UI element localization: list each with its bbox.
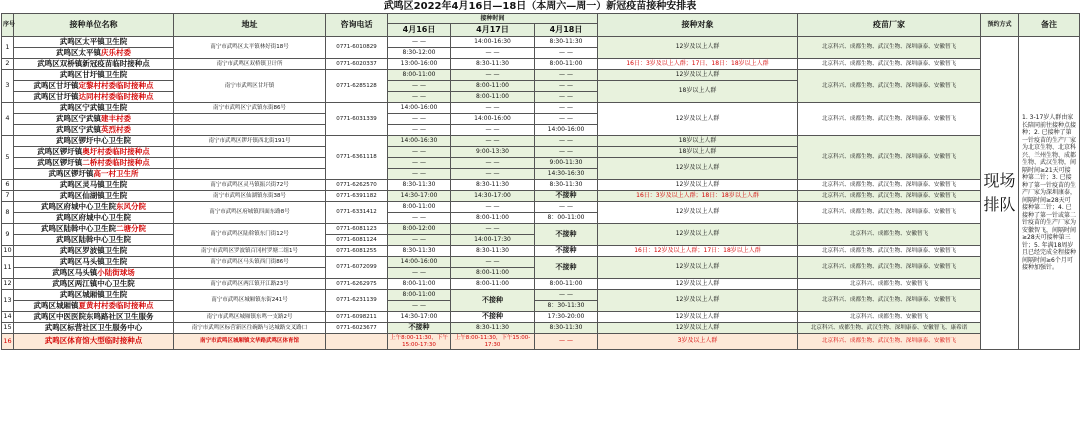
time-16: 不接种 xyxy=(388,323,451,334)
target: 18岁以上人群 xyxy=(598,147,798,158)
unit-name xyxy=(14,48,174,59)
target: 12岁及以上人群 xyxy=(598,312,798,323)
time-18: 8：00-11:00 xyxy=(535,213,598,224)
time-17: — — xyxy=(451,158,535,169)
vendor: 北京科兴、成都生物、武汉生物、深圳康泰、安徽智飞 xyxy=(798,136,981,180)
unit-name xyxy=(14,92,174,103)
unit-name xyxy=(14,147,174,158)
unit-town: 武鸣区锣圩镇 xyxy=(48,168,94,178)
unit-town: 武鸣区甘圩镇 xyxy=(33,91,79,101)
address-blank xyxy=(174,125,326,136)
unit-site: 建丰村委 xyxy=(101,113,131,123)
address: 南宁市武鸣区陆斡镇东门街12号 xyxy=(174,224,326,246)
address-blank xyxy=(174,147,326,158)
vendor: 北京科兴、成都生物、安徽智飞 xyxy=(798,279,981,290)
time-16: 8:00-11:00 xyxy=(388,70,451,81)
unit-site: 达同村村委临时接种点 xyxy=(78,91,154,101)
address: 南宁市武鸣区城厢镇东鸣一支路2号 xyxy=(174,312,326,323)
time-16: 8:30-11:30 xyxy=(388,246,451,257)
header-vendor: 疫苗厂家 xyxy=(798,14,981,37)
address: 南宁市武鸣区两江镇开江路23号 xyxy=(174,279,326,290)
time-17: 8:30-11:30 xyxy=(451,59,535,70)
time-16: — — xyxy=(388,114,451,125)
target: 12岁及以上人群 xyxy=(598,103,798,136)
phone: 0771-6020337 xyxy=(326,59,388,70)
unit-town: 武鸣区太平镇 xyxy=(56,47,101,57)
time-18: — — xyxy=(535,290,598,301)
time-16: 14:30-17:00 xyxy=(388,191,451,202)
address: 南宁市武鸣区标营新区往碗路与达城路交叉路口 xyxy=(174,323,326,334)
time-17: — — xyxy=(451,70,535,81)
time-18: 不接种 xyxy=(535,257,598,279)
address-blank xyxy=(174,158,326,169)
time-18: — — xyxy=(535,136,598,147)
time-18: 8：30-11:30 xyxy=(535,301,598,312)
time-17: 8:00-11:00 xyxy=(451,213,535,224)
vendor: 北京科兴、成都生物、武汉生物、深圳康泰、安徽智飞 xyxy=(798,103,981,136)
time-18: 8:00-11:00 xyxy=(535,59,598,70)
time-18: 14:30-16:30 xyxy=(535,169,598,180)
phone: 0771-6262570 xyxy=(326,180,388,191)
time-16: 13:00-16:00 xyxy=(388,59,451,70)
header-address: 地址 xyxy=(174,14,326,37)
target: 12岁及以上人群 xyxy=(598,37,798,59)
target: 16日：12岁及以上人群；17日：18岁以上人群 xyxy=(598,246,798,257)
phone: 0771-6361118 xyxy=(326,136,388,180)
time-17: 8:00-11:00 xyxy=(451,81,535,92)
time-17: — — xyxy=(451,48,535,59)
unit-name xyxy=(14,114,174,125)
time-17: 14:30-17:00 xyxy=(451,191,535,202)
row-seq: 8 xyxy=(2,202,14,224)
unit-name: 武鸣区府城中心卫生院 xyxy=(14,213,174,224)
phone: 0771-6010829 xyxy=(326,37,388,59)
time-16: — — xyxy=(388,169,451,180)
target: 3岁及以上人群 xyxy=(598,334,798,350)
row-seq: 1 xyxy=(2,37,14,59)
unit-town: 武鸣区宁武镇 xyxy=(56,113,101,123)
unit-name: 武鸣区锣圩中心卫生院 xyxy=(14,136,174,147)
unit-name: 武鸣区城厢镇卫生院 xyxy=(14,290,174,301)
time-17: 8:30-11:30 xyxy=(451,323,535,334)
time-17: 8:30-11:30 xyxy=(451,180,535,191)
address: 南宁市武鸣区马头镇西门街86号 xyxy=(174,257,326,268)
unit-name: 武鸣区两江镇中心卫生院 xyxy=(14,279,174,290)
time-16: — — xyxy=(388,235,451,246)
unit-town: 武鸣区城厢镇 xyxy=(33,300,79,310)
header-time: 接种时间 xyxy=(388,14,598,24)
row-seq: 13 xyxy=(2,290,14,312)
time-18: — — xyxy=(535,48,598,59)
unit-name: 武鸣区灵马镇卫生院 xyxy=(14,180,174,191)
phone: 0771-6031339 xyxy=(326,103,388,136)
time-16: — — xyxy=(388,125,451,136)
address: 南宁市武鸣区仙湖镇东街38号 xyxy=(174,191,326,202)
header-target: 接种对象 xyxy=(598,14,798,37)
header-date-18: 4月18日 xyxy=(535,24,598,37)
time-17: — — xyxy=(451,103,535,114)
phone: 0771-6081255 xyxy=(326,246,388,257)
unit-site: 定黎村村委临时接种点 xyxy=(78,80,154,90)
time-18: 8:00-11:00 xyxy=(535,279,598,290)
header-date-17: 4月17日 xyxy=(451,24,535,37)
vendor: 北京科兴、成都生物、武汉生物、深圳康泰、安徽智飞 xyxy=(798,180,981,191)
address: 南宁市武鸣区府城镇四面东路8号 xyxy=(174,202,326,224)
time-16: 8:00-11:00 xyxy=(388,279,451,290)
time-16: — — xyxy=(388,81,451,92)
unit-name xyxy=(14,158,174,169)
unit-name xyxy=(14,224,174,235)
target: 12岁及以上人群 xyxy=(598,202,798,224)
time-16: 8:00-11:00 xyxy=(388,290,451,301)
unit-name: 武鸣区罗波镇卫生院 xyxy=(14,246,174,257)
schedule-table xyxy=(1,13,1080,350)
notes: 1. 3-17岁人群由家长陪同前往接种点接种；2. 已接种了第一针疫苗的生产厂家为北京生物、北京科兴、兰州生物、成都生物、武汉生物，间隔时间≥21天可接种第二针；3. 已接种了第一针疫苗的生产厂家为深圳康泰，间隔时间≥28天可接种第二针；4. 已接种了第一针或第二针疫苗的生产厂家为安徽智飞，间隔时间≥28天可接种第三针；5. 年满18周岁且已经完成全程接种间隔时间≥6个月可接种加强针。 xyxy=(1019,37,1080,350)
vendor: 北京科兴、成都生物、武汉生物、深圳康泰、安徽智飞 xyxy=(798,257,981,279)
unit-name xyxy=(14,202,174,213)
address: 南宁市武鸣区双桥镇卫计所 xyxy=(174,59,326,70)
unit-name: 武鸣区马头镇卫生院 xyxy=(14,257,174,268)
time-18: — — xyxy=(535,147,598,158)
unit-town: 武鸣区锣圩镇 xyxy=(37,146,83,156)
time-17: — — xyxy=(451,169,535,180)
time-18: — — xyxy=(535,70,598,81)
row-seq: 16 xyxy=(2,334,14,350)
row-seq: 5 xyxy=(2,136,14,180)
time-18: 9:00-11:30 xyxy=(535,158,598,169)
time-17: — — xyxy=(451,125,535,136)
time-18: 14:00-16:00 xyxy=(535,125,598,136)
time-16: 8:30-11:30 xyxy=(388,180,451,191)
time-18: — — xyxy=(535,202,598,213)
address: 南宁市武鸣区锣圩镇西北街191号 xyxy=(174,136,326,147)
target: 12岁及以上人群 xyxy=(598,180,798,191)
row-seq: 6 xyxy=(2,180,14,191)
address-blank xyxy=(174,114,326,125)
time-16: 14:00-16:30 xyxy=(388,136,451,147)
address: 南宁市武鸣区宁武镇东街86号 xyxy=(174,103,326,114)
time-17: 不接种 xyxy=(451,290,535,312)
time-17: 8:00-11:00 xyxy=(451,268,535,279)
phone-blank xyxy=(326,334,388,350)
time-16: — — xyxy=(388,92,451,103)
time-18: — — xyxy=(535,114,598,125)
address: 南宁市武鸣区灵马镇振兴街72号 xyxy=(174,180,326,191)
address: 南宁市武鸣区城厢镇东街241号 xyxy=(174,290,326,312)
time-17: 8:30-11:30 xyxy=(451,246,535,257)
row-seq: 11 xyxy=(2,257,14,279)
unit-name: 武鸣区体育馆大型临时接种点 xyxy=(14,334,174,350)
row-seq: 14 xyxy=(2,312,14,323)
unit-name: 武鸣区标营社区卫生服务中心 xyxy=(14,323,174,334)
phone: 0771-6391182 xyxy=(326,191,388,202)
time-17: 9:00-13:30 xyxy=(451,147,535,158)
header-method: 预约方式 xyxy=(981,14,1019,37)
vendor: 北京科兴、成都生物、武汉生物、深圳康泰、安徽智飞 xyxy=(798,59,981,70)
time-18: 8:30-11:30 xyxy=(535,37,598,48)
time-17: — — xyxy=(451,136,535,147)
address-blank xyxy=(174,268,326,279)
row-seq: 10 xyxy=(2,246,14,257)
method-onsite: 现场排队 xyxy=(981,37,1019,350)
unit-name: 武鸣区双桥镇新冠疫苗临时接种点 xyxy=(14,59,174,70)
row-seq: 7 xyxy=(2,191,14,202)
vendor: 北京科兴、成都生物、安徽智飞 xyxy=(798,312,981,323)
address: 南宁市武鸣区罗波镇百冈村罗塘二组1号 xyxy=(174,246,326,257)
unit-name: 武鸣区中医医院东鸣路社区卫生服务 xyxy=(14,312,174,323)
target: 18岁以上人群 xyxy=(598,136,798,147)
time-17: — — xyxy=(451,257,535,268)
unit-site: 庆乐村委 xyxy=(101,47,131,57)
header-date-16: 4月16日 xyxy=(388,24,451,37)
unit-name xyxy=(14,125,174,136)
time-16: — — xyxy=(388,37,451,48)
row-seq: 9 xyxy=(2,224,14,246)
unit-site: 二塘分院 xyxy=(116,223,146,233)
vendor: 北京科兴、成都生物、武汉生物、深圳康泰、安徽智飞 xyxy=(798,334,981,350)
time-16: — — xyxy=(388,158,451,169)
target: 16日：3岁及以上人群；17日、18日：18岁以上人群 xyxy=(598,59,798,70)
header-seq: 序号 xyxy=(2,14,14,37)
time-17: 不接种 xyxy=(451,312,535,323)
time-17: 14:00-16:00 xyxy=(451,114,535,125)
address: 南宁市武鸣区太平镇林好街18号 xyxy=(174,37,326,59)
time-18: 不接种 xyxy=(535,246,598,257)
time-16: 14:30-17:00 xyxy=(388,312,451,323)
time-18: 8:30-11:30 xyxy=(535,323,598,334)
time-18: 8:30-11:30 xyxy=(535,180,598,191)
phone: 0771-6098211 xyxy=(326,312,388,323)
time-18: 不接种 xyxy=(535,224,598,246)
row-seq: 12 xyxy=(2,279,14,290)
header-unit: 接种单位名称 xyxy=(14,14,174,37)
phone: 0771-6023677 xyxy=(326,323,388,334)
time-16: 14:00-16:00 xyxy=(388,257,451,268)
time-18: — — xyxy=(535,92,598,103)
row-seq: 2 xyxy=(2,59,14,70)
vendor: 北京科兴、成都生物、武汉生物、深圳康泰、安徽智飞 xyxy=(798,70,981,103)
time-16: 8:00-12:00 xyxy=(388,224,451,235)
time-17: 14:00-16:30 xyxy=(451,37,535,48)
unit-name xyxy=(14,169,174,180)
unit-name xyxy=(14,301,174,312)
target: 12岁及以上人群 xyxy=(598,158,798,180)
unit-town: 武鸣区陆斡中心卫生院 xyxy=(41,223,116,233)
time-17: 8:00-11:00 xyxy=(451,279,535,290)
vendor: 北京科兴、成都生物、武汉生物、深圳康泰、安徽智飞 xyxy=(798,202,981,224)
vendor: 北京科兴、成都生物、武汉生物、深圳康泰、安徽智飞 xyxy=(798,191,981,202)
time-16: — — xyxy=(388,213,451,224)
phone: 0771-6262975 xyxy=(326,279,388,290)
unit-name xyxy=(14,81,174,92)
phone: 0771-6081123 xyxy=(326,224,388,235)
unit-town: 武鸣区宁武镇 xyxy=(56,124,101,134)
time-18: 不接种 xyxy=(535,191,598,202)
phone: 0771-6072099 xyxy=(326,257,388,279)
time-17: 14:00-17:30 xyxy=(451,235,535,246)
time-18: 17:30-20:00 xyxy=(535,312,598,323)
unit-site: 夏黄村村委临时接种点 xyxy=(78,300,154,310)
time-16: 上午8:00-11:30，下午15:00-17:30 xyxy=(388,334,451,350)
unit-site: 奥圩村委临时接种点 xyxy=(82,146,150,156)
target: 18岁以上人群 xyxy=(598,81,798,103)
time-17: 8:00-11:00 xyxy=(451,92,535,103)
unit-site: 小陆街球场 xyxy=(97,267,135,277)
time-16: — — xyxy=(388,301,451,312)
row-seq: 4 xyxy=(2,103,14,136)
unit-name: 武鸣区仙湖镇卫生院 xyxy=(14,191,174,202)
unit-site: 二桥村委临时接种点 xyxy=(82,157,150,167)
vendor: 北京科兴、成都生物、武汉生物、深圳康泰、安徽智飞 xyxy=(798,37,981,59)
unit-name xyxy=(14,268,174,279)
page-title: 武鸣区2022年4月16日—18日（本周六—周一）新冠疫苗接种安排表 xyxy=(383,1,697,12)
row-seq: 3 xyxy=(2,70,14,103)
time-17: — — xyxy=(451,224,535,235)
unit-site: 英烈村委 xyxy=(101,124,131,134)
address: 南宁市武鸣区甘圩镇 xyxy=(174,70,326,103)
time-16: — — xyxy=(388,268,451,279)
unit-town: 武鸣区马头镇 xyxy=(52,267,98,277)
unit-name: 武鸣区陆斡中心卫生院 xyxy=(14,235,174,246)
time-17: 上午8:00-11:30，下午15:00-17:30 xyxy=(451,334,535,350)
target: 16日：3岁及以上人群；18日：18岁以上人群 xyxy=(598,191,798,202)
unit-name: 武鸣区宁武镇卫生院 xyxy=(14,103,174,114)
time-18: — — xyxy=(535,81,598,92)
vendor: 北京科兴、成都生物、安徽智飞 xyxy=(798,224,981,246)
target: 12岁及以上人群 xyxy=(598,290,798,312)
time-18: — — xyxy=(535,334,598,350)
target: 12岁及以上人群 xyxy=(598,257,798,279)
phone: 0771-6285128 xyxy=(326,70,388,103)
unit-name: 武鸣区太平镇卫生院 xyxy=(14,37,174,48)
time-17: — — xyxy=(451,202,535,213)
target: 12岁及以上人群 xyxy=(598,323,798,334)
unit-town: 武鸣区锣圩镇 xyxy=(37,157,83,167)
header-phone: 咨询电话 xyxy=(326,14,388,37)
time-16: 8:00-11:00 xyxy=(388,202,451,213)
address-blank xyxy=(174,169,326,180)
phone: 0771-6081124 xyxy=(326,235,388,246)
unit-site: 东风分院 xyxy=(116,201,146,211)
phone: 0771-6331412 xyxy=(326,202,388,224)
target: 12岁及以上人群 xyxy=(598,279,798,290)
time-16: 14:00-16:00 xyxy=(388,103,451,114)
target: 12岁及以上人群 xyxy=(598,224,798,246)
time-16: 8:30-12:00 xyxy=(388,48,451,59)
unit-town: 武鸣区府城中心卫生院 xyxy=(41,201,116,211)
unit-town: 武鸣区甘圩镇 xyxy=(33,80,79,90)
vendor: 北京科兴、成都生物、武汉生物、深圳康泰、安徽智飞 xyxy=(798,246,981,257)
row-seq: 15 xyxy=(2,323,14,334)
vendor: 北京科兴、成都生物、武汉生物、深圳康泰、安徽智飞 xyxy=(798,290,981,312)
unit-site: 高一村卫生所 xyxy=(93,168,139,178)
vendor: 北京科兴、成都生物、武汉生物、深圳康泰、安徽智飞、康希诺 xyxy=(798,323,981,334)
target: 12岁及以上人群 xyxy=(598,70,798,81)
phone: 0771-6231139 xyxy=(326,290,388,312)
address: 南宁市武鸣区城厢镇文华路武鸣区体育馆 xyxy=(174,334,326,350)
unit-name: 武鸣区甘圩镇卫生院 xyxy=(14,70,174,81)
time-16: — — xyxy=(388,147,451,158)
time-18: — — xyxy=(535,103,598,114)
header-notes: 备注 xyxy=(1019,14,1080,37)
